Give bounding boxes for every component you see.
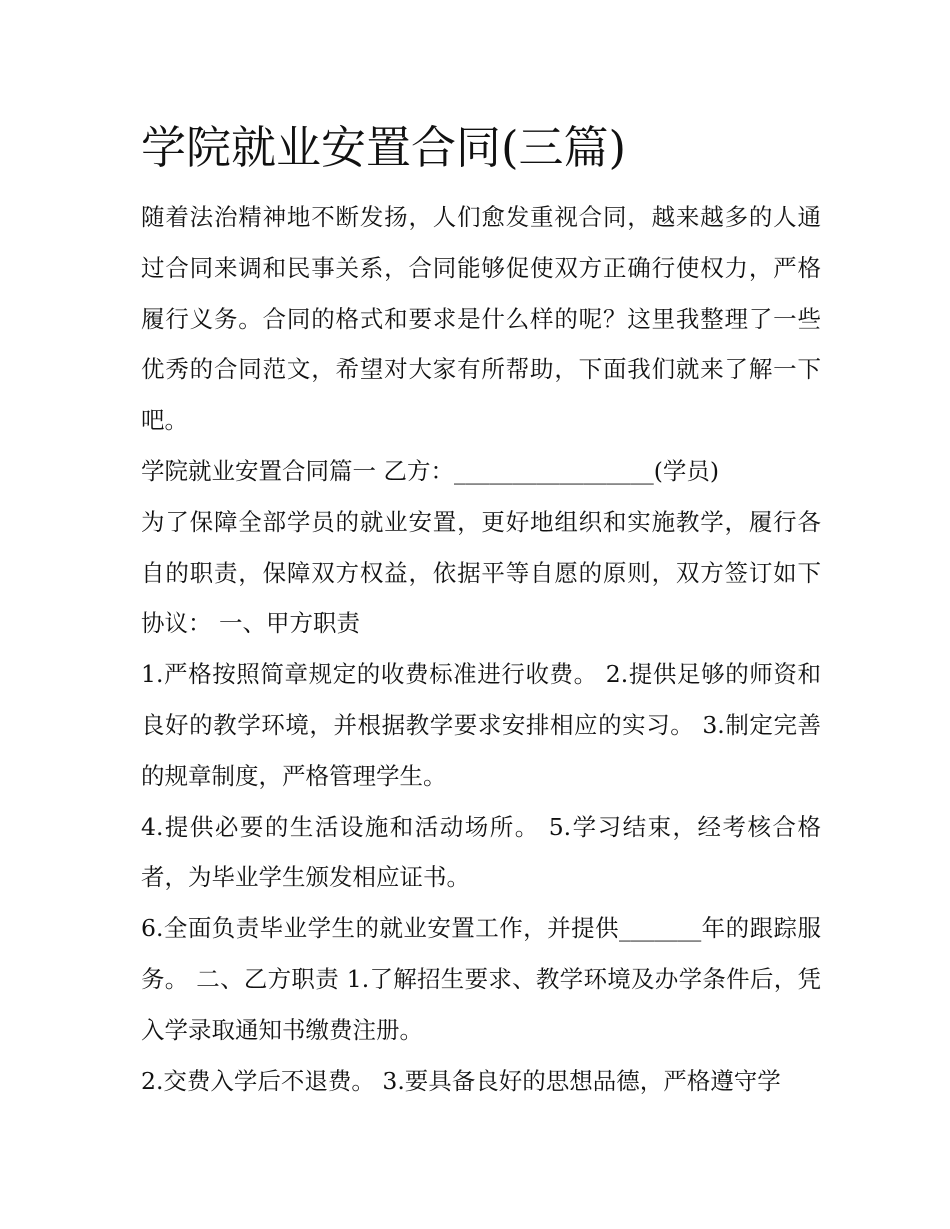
- paragraph-preamble: 为了保障全部学员的就业安置，更好地组织和实施教学，履行各自的职责，保障双方权益，依据平等自愿的原则，双方签订如下协议： 一、甲方职责: [141, 507, 821, 638]
- document-title: 学院就业安置合同(三篇): [141, 121, 627, 174]
- document-page: [141, 112, 821, 1106]
- paragraph-party-a-duties-1: 1.严格按照简章规定的收费标准进行收费。 2.提供足够的师资和良好的教学环境，并根据教学要求安排相应的实习。 3.制定完善的规章制度，严格管理学生。: [141, 660, 821, 790]
- paragraph-contract-heading: 学院就业安置合同篇一 乙方：_________________(学员): [141, 456, 720, 485]
- paragraph-party-b-duties: 2.交费入学后不退费。 3.要具备良好的思想品德，严格遵守学: [141, 1066, 781, 1095]
- paragraph-party-a-duties-3: 6.全面负责毕业学生的就业安置工作，并提供_______年的跟踪服务。 二、乙方职责 1.了解招生要求、教学环境及办学条件后，凭入学录取通知书缴费注册。: [141, 914, 821, 1044]
- paragraph-intro: 随着法治精神地不断发扬，人们愈发重视合同，越来越多的人通过合同来调和民事关系，合同能够促使双方正确行使权力，严格履行义务。合同的格式和要求是什么样的呢？这里我整理了一些优秀的合同范文，希望对大家有所帮助，下面我们就来了解一下吧。: [141, 203, 821, 435]
- paragraph-party-a-duties-2: 4.提供必要的生活设施和活动场所。 5.学习结束，经考核合格者，为毕业学生颁发相应证书。: [141, 812, 821, 892]
